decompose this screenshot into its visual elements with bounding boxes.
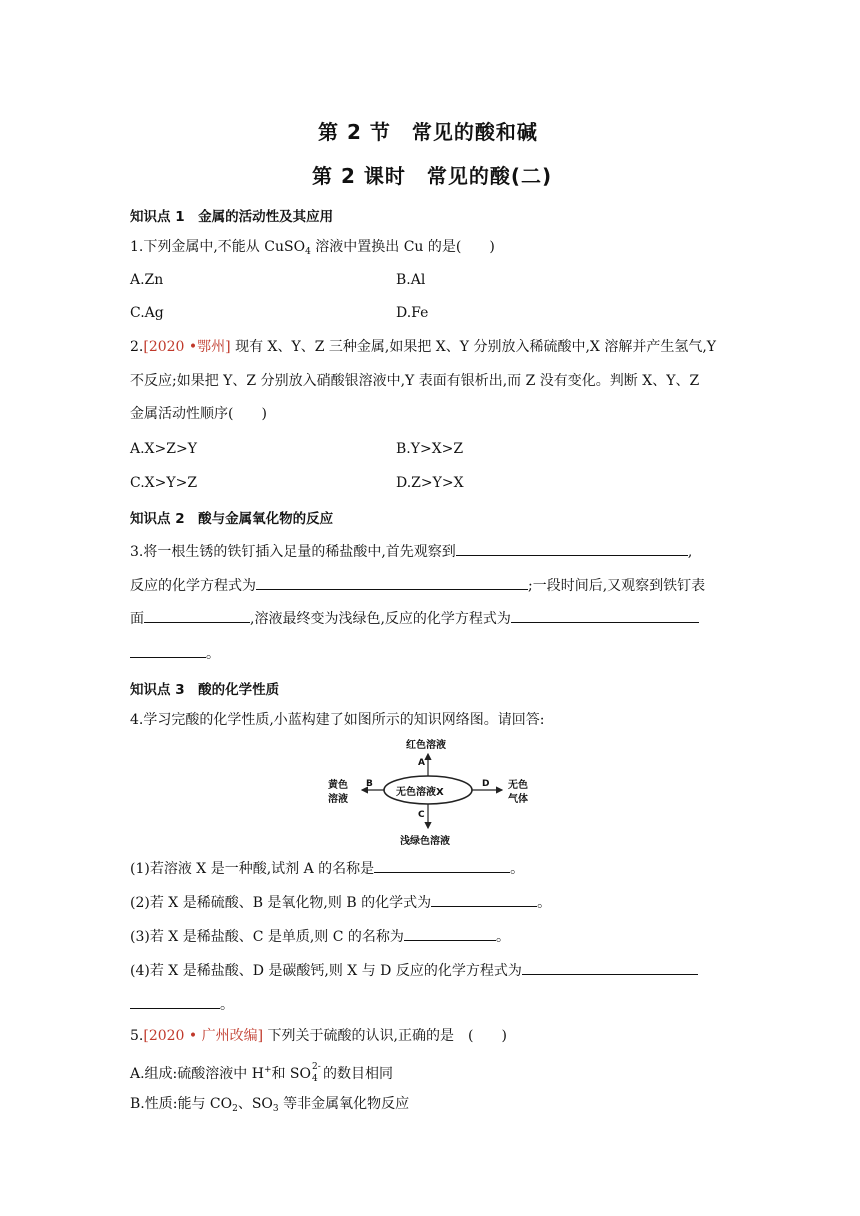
lesson-title: 第 2 课时 常见的酸(二) bbox=[312, 164, 553, 188]
question-2-line-3: 金属活动性顺序( ) bbox=[130, 406, 267, 422]
q1-option-c: C.Ag bbox=[130, 305, 164, 321]
label-light-green: 浅绿色溶液 bbox=[400, 836, 450, 847]
q2-option-a: A.X>Z>Y bbox=[130, 441, 197, 457]
q2-option-d: D.Z>Y>X bbox=[396, 475, 464, 491]
q1-option-d: D.Fe bbox=[396, 305, 429, 321]
knowledge-network-diagram bbox=[320, 736, 540, 846]
question-4-stem: 4.学习完酸的化学性质,小蓝构建了如图所示的知识网络图。请回答: bbox=[130, 712, 545, 728]
label-red-solution: 红色溶液 bbox=[406, 740, 446, 751]
label-colorless-2: 气体 bbox=[508, 794, 528, 805]
q5-source: [2020 • 广州改编] bbox=[143, 1028, 264, 1044]
q5-option-b: B.性质:能与 $CO_2$、$SO_3$ 等非金属氧化物反应 bbox=[130, 1096, 410, 1114]
question-3-line-4: 。 bbox=[130, 643, 220, 663]
q4-blank-1[interactable] bbox=[374, 858, 510, 873]
knowledge-point-2: 知识点 2 酸与金属氧化物的反应 bbox=[130, 511, 334, 527]
question-5-stem: 5.[2020 • 广州改编] 下列关于硫酸的认识,正确的是 ( ) bbox=[130, 1028, 507, 1044]
q3-blank-1[interactable] bbox=[456, 541, 688, 556]
q2-option-c: C.X>Y>Z bbox=[130, 475, 198, 491]
q4-blank-3[interactable] bbox=[404, 926, 496, 941]
q4-part-1: (1)若溶液 X 是一种酸,试剂 A 的名称是 。 bbox=[130, 858, 524, 878]
q5-option-a: A.组成:硫酸溶液中 H+和 SO 2- 4 的数目相同 bbox=[130, 1062, 394, 1084]
section-title: 第 2 节 常见的酸和碱 bbox=[318, 120, 538, 144]
q1-option-a: A.Zn bbox=[130, 272, 164, 288]
q4-blank-4-cont[interactable] bbox=[130, 994, 220, 1009]
q1-option-b: B.Al bbox=[396, 272, 426, 288]
q3-blank-3[interactable] bbox=[144, 608, 250, 623]
question-3-line-2: 反应的化学方程式为 ;一段时间后,又观察到铁钉表 bbox=[130, 575, 705, 595]
q4-blank-4[interactable] bbox=[522, 960, 698, 975]
label-yellow-2: 溶液 bbox=[328, 794, 348, 805]
q2-option-b: B.Y>X>Z bbox=[396, 441, 464, 457]
q3-blank-4-cont[interactable] bbox=[130, 643, 206, 658]
label-c: C bbox=[418, 810, 425, 820]
knowledge-point-3: 知识点 3 酸的化学性质 bbox=[130, 682, 280, 698]
label-center: 无色溶液X bbox=[396, 787, 444, 798]
question-1-stem: 1.下列金属中,不能从 CuSO$_4$ 溶液中置换出 Cu 的是( ) bbox=[130, 239, 495, 257]
knowledge-point-1: 知识点 1 金属的活动性及其应用 bbox=[130, 209, 334, 225]
label-d: D bbox=[482, 779, 490, 789]
q4-part-2: (2)若 X 是稀硫酸、B 是氧化物,则 B 的化学式为 。 bbox=[130, 892, 551, 912]
q4-part-3: (3)若 X 是稀盐酸、C 是单质,则 C 的名称为 。 bbox=[130, 926, 510, 946]
question-2-line-2: 不反应;如果把 Y、Z 分别放入硝酸银溶液中,Y 表面有银析出,而 Z 没有变化。判断 X、Y、Z bbox=[130, 373, 700, 389]
label-b: B bbox=[366, 779, 373, 789]
q3-blank-4[interactable] bbox=[511, 608, 699, 623]
label-yellow-1: 黄色 bbox=[328, 780, 348, 791]
question-3-line-1: 3.将一根生锈的铁钉插入足量的稀盐酸中,首先观察到 , bbox=[130, 541, 692, 561]
q4-blank-2[interactable] bbox=[431, 892, 537, 907]
q4-part-4: (4)若 X 是稀盐酸、D 是碳酸钙,则 X 与 D 反应的化学方程式为 bbox=[130, 960, 698, 980]
question-3-line-3: 面 ,溶液最终变为浅绿色,反应的化学方程式为 bbox=[130, 608, 699, 628]
q2-source: [2020 •鄂州] bbox=[143, 339, 231, 355]
label-colorless-1: 无色 bbox=[508, 780, 528, 791]
label-a: A bbox=[418, 758, 425, 768]
q3-blank-2[interactable] bbox=[256, 575, 528, 590]
question-2-line-1: 2.[2020 •鄂州] 现有 X、Y、Z 三种金属,如果把 X、Y 分别放入稀硫酸中,X 溶解并产生氢气,Y bbox=[130, 339, 717, 355]
q4-part-4-cont: 。 bbox=[130, 994, 234, 1014]
